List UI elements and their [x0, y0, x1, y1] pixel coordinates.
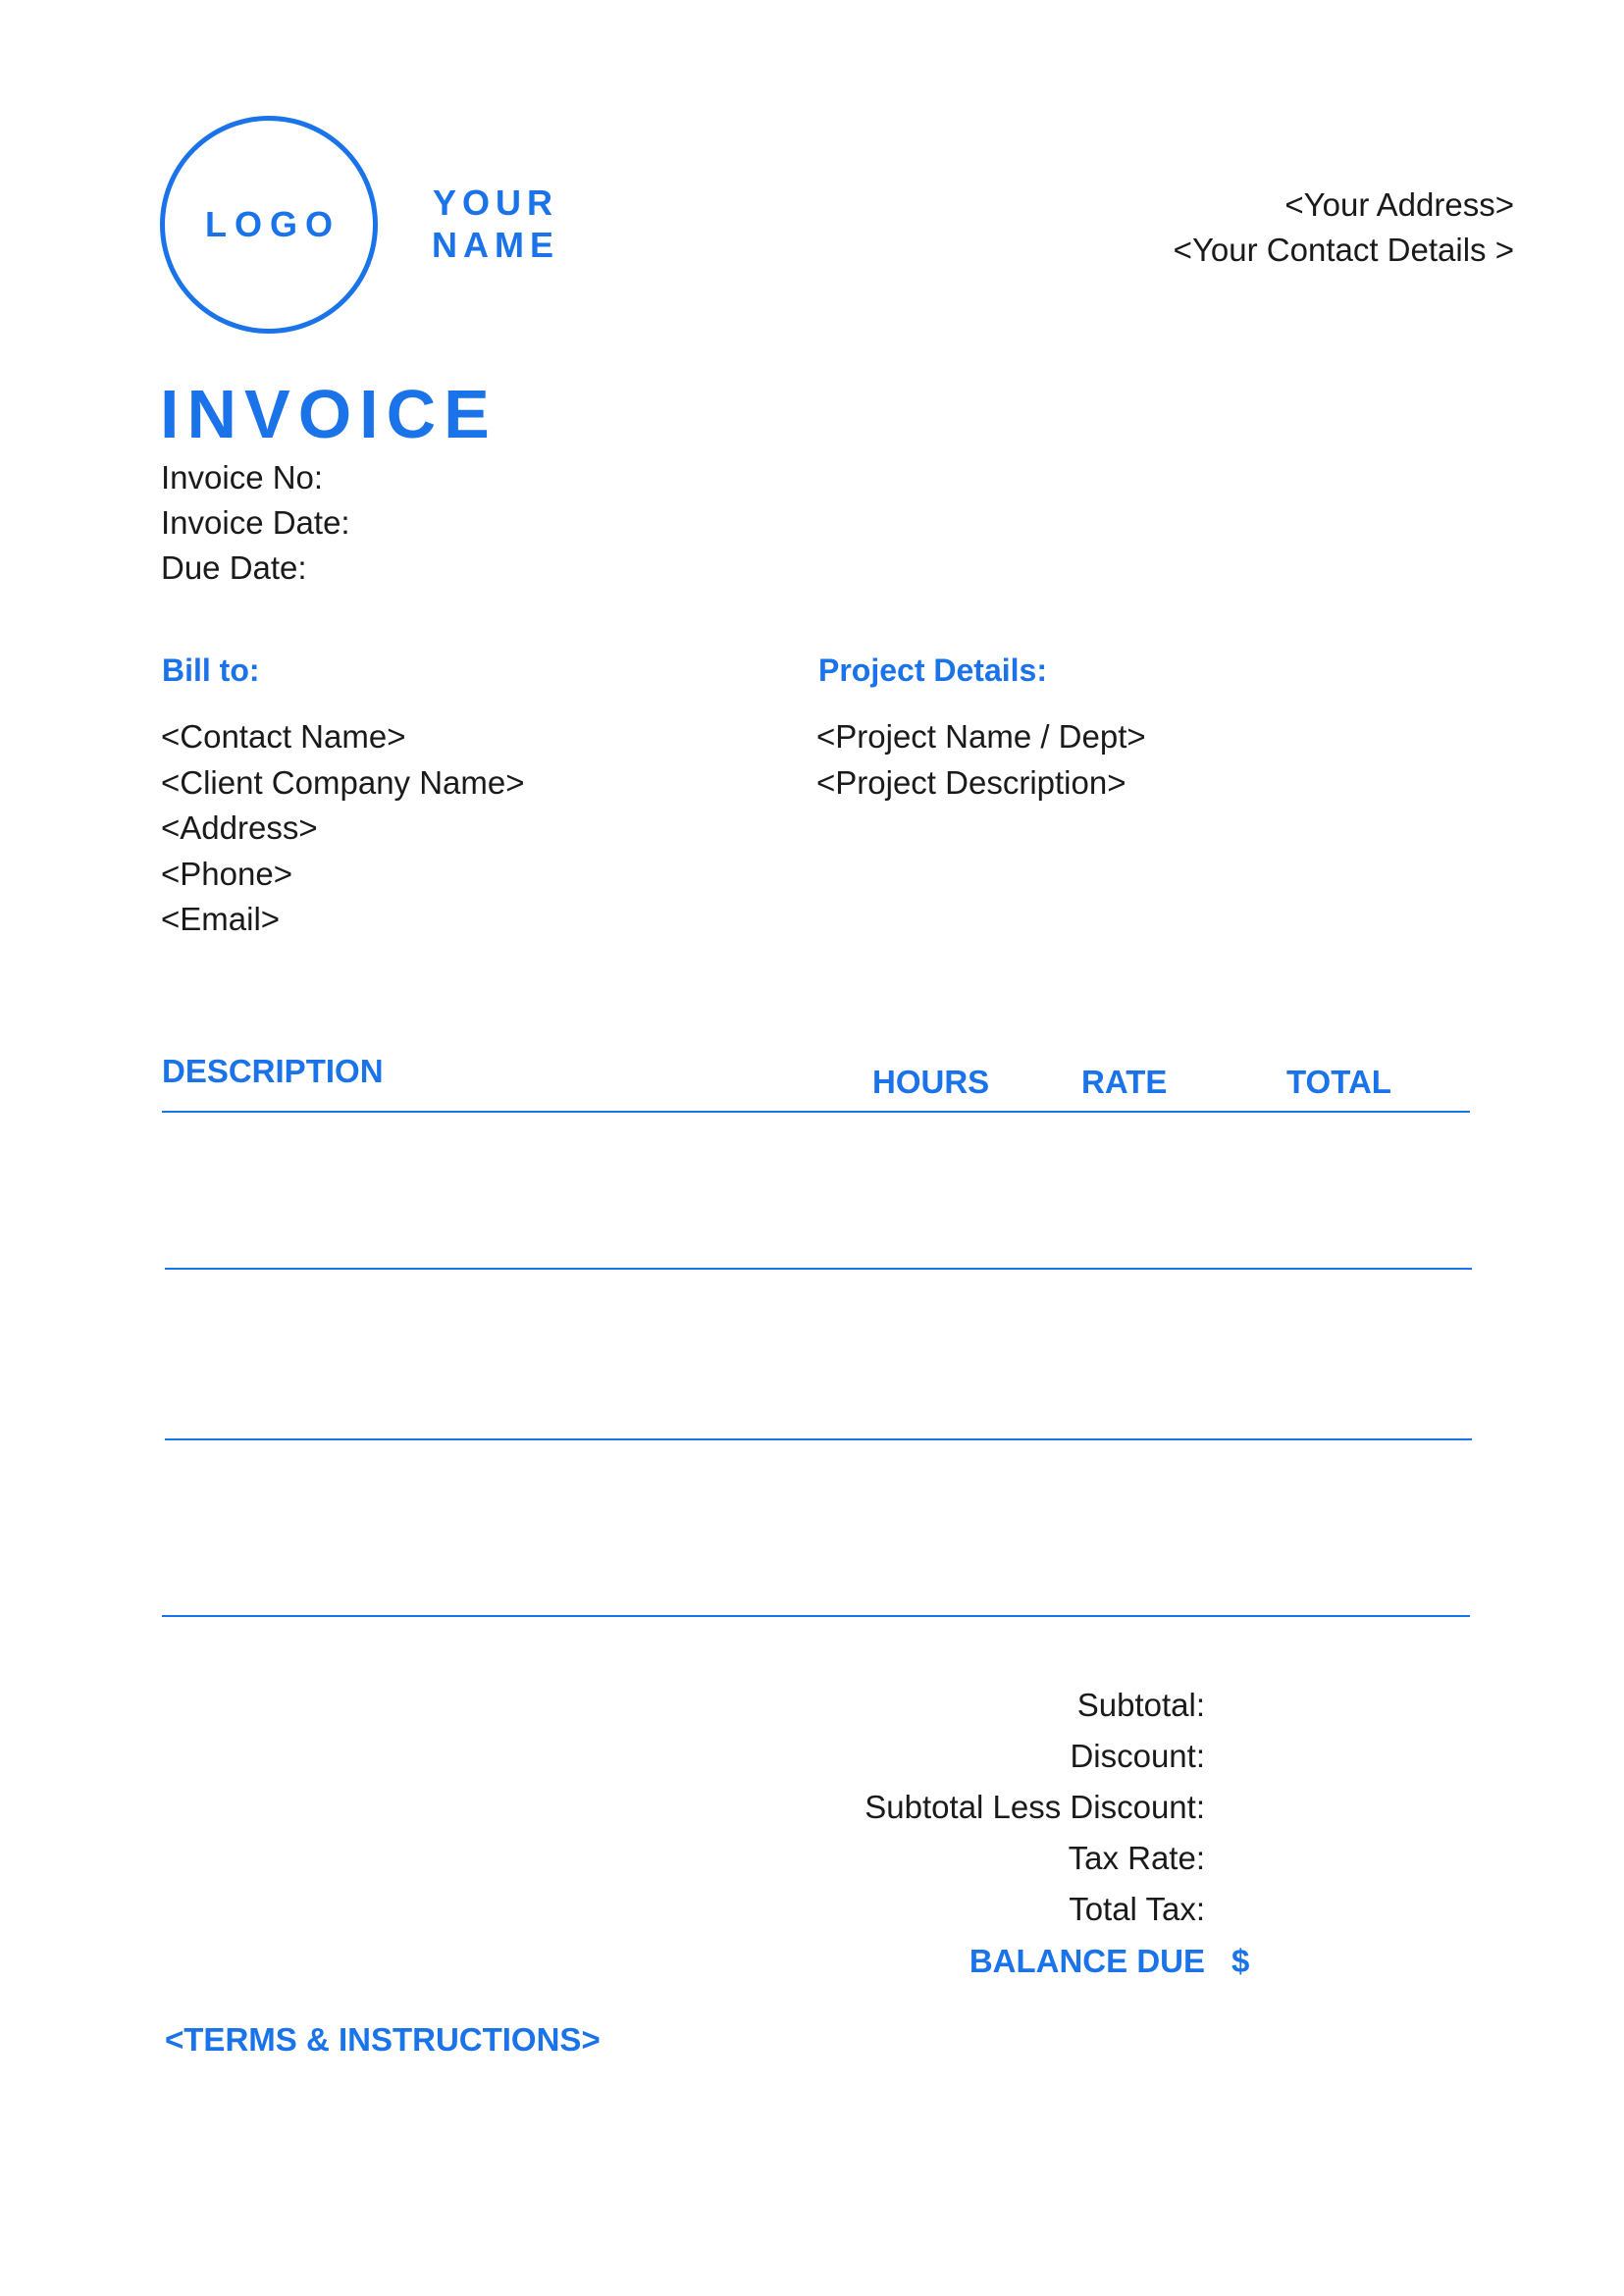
balance-due-label: BALANCE DUE — [969, 1943, 1205, 1979]
invoice-date-label: Invoice Date: — [161, 504, 350, 541]
brand-name: YOUR NAME — [432, 183, 559, 265]
logo-text: LOGO — [205, 204, 341, 244]
tax-rate-label: Tax Rate: — [1068, 1840, 1205, 1876]
bill-to-email: <Email> — [161, 901, 281, 937]
sender-contact-details: <Your Contact Details > — [1173, 232, 1514, 268]
project-description: <Project Description> — [816, 763, 1126, 801]
totals-block — [864, 1680, 1205, 1935]
invoice-title: INVOICE — [160, 376, 498, 452]
project-details-heading: Project Details: — [818, 652, 1047, 688]
bill-to-block — [161, 714, 525, 943]
table-row-rule — [162, 1615, 1470, 1617]
col-header-rate: RATE — [1081, 1064, 1168, 1100]
bill-to-address: <Address> — [161, 809, 318, 846]
col-header-hours: HOURS — [872, 1064, 990, 1100]
col-header-description: DESCRIPTION — [162, 1053, 384, 1089]
project-name: <Project Name / Dept> — [816, 718, 1146, 755]
balance-due-currency: $ — [1231, 1943, 1250, 1979]
bill-to-heading: Bill to: — [162, 652, 260, 688]
bill-to-contact-name: <Contact Name> — [161, 718, 406, 755]
due-date-label: Due Date: — [161, 549, 307, 586]
sender-contact — [1174, 183, 1514, 273]
invoice-meta — [161, 455, 350, 591]
discount-label: Discount: — [1070, 1738, 1205, 1774]
logo — [160, 116, 378, 334]
project-details-block — [816, 714, 1146, 806]
bill-to-company: <Client Company Name> — [161, 763, 525, 801]
table-row-rule — [165, 1268, 1472, 1270]
subtotal-less-discount-label: Subtotal Less Discount: — [864, 1789, 1205, 1825]
invoice-no-label: Invoice No: — [161, 459, 324, 496]
subtotal-label: Subtotal: — [1076, 1687, 1205, 1723]
bill-to-phone: <Phone> — [161, 855, 292, 892]
sender-address: <Your Address> — [1284, 186, 1514, 223]
total-tax-label: Total Tax: — [1069, 1891, 1205, 1927]
col-header-total: TOTAL — [1286, 1064, 1391, 1100]
terms-instructions: <TERMS & INSTRUCTIONS> — [165, 2021, 601, 2058]
table-header-rule — [162, 1111, 1470, 1113]
table-row-rule — [165, 1438, 1472, 1440]
